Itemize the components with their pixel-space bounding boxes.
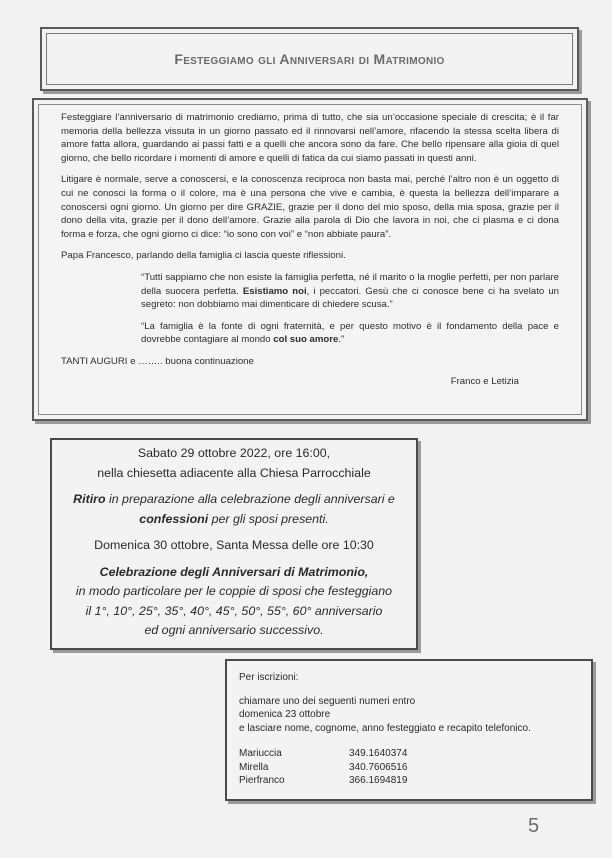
retreat-rest: in preparazione alla celebrazione degli anniversari e (105, 492, 395, 506)
event-date-line: Sabato 29 ottobre 2022, ore 16:00, (137, 446, 331, 460)
event-box (50, 438, 418, 650)
event-celebration-line (60, 563, 408, 583)
contact-line-2: domenica 23 ottobre (239, 709, 331, 720)
quote-2-part-c: .” (338, 334, 345, 346)
contact-row (239, 774, 579, 788)
paragraph-1: Festeggiare l’anniversario di matrimonio crediamo, prima di tutto, che sia un’occasione speciale di crescita; è il far memoria della bellezza vissuta in un giorno passato ed il rinnovarsi nell’amore, rifacendo la stessa scelta libera di amore fatta allora, guardando ai passi fatti e a quelli che ancora sono da fare. Che bello ripensare alla gioia di quel giorno, che bello ricordare i momenti di amore e quelli di fatica da cui siamo passati in questi anni. (61, 112, 559, 164)
contact-name: Mirella (239, 761, 269, 773)
event-successive-line (60, 621, 408, 641)
greeting: TANTI AUGURI e …….. buona continuazione (61, 355, 254, 367)
quote-1-part-c: , i peccatori. Gesù che ci conosce bene ci ha svelato un segreto: non dobbiamo mai dimenticare di chiedere scusa.” (141, 285, 559, 311)
confession-bold: confessioni (139, 511, 209, 526)
contact-phone: 366.1694819 (349, 775, 408, 786)
anniversaries-text: il 1°, 10°, 25°, 35°, 40°, 45°, 50°, 55°, 60° anniversario (85, 603, 383, 618)
quote-2 (141, 320, 559, 347)
contact-line-3: e lasciare nome, cognome, anno festeggiato e recapito telefonico. (239, 722, 531, 734)
paragraph-2: Litigare è normale, serve a conoscersi, e la conoscenza reciproca non basta mai, perché l’altro non è un oggetto di cui ne conosci la forma o il colore, ma è una persona che vive e cambia, è questa la bellezza dell’imparare a conoscersi ogni giorno. Un giorno per dire GRAZIE, grazie per il dono del mio sposo, della mia sposa, grazie per il dono della vita, grazie per il dono dell’amore. Grazie alla parola di Dio che lavora in noi, che ci plasma e ci dona forma e forza, che ogni giorno ci dice: “io sono con voi” e “non abbiate paura”. (61, 174, 559, 240)
couples-text: in modo particolare per le coppie di sposi che festeggiano (75, 584, 393, 598)
contact-row (239, 747, 579, 761)
contact-phone: 349.1640374 (349, 748, 408, 759)
contact-line-1: chiamare uno dei seguenti numeri entro (239, 695, 416, 707)
contact-name: Pierfranco (239, 775, 285, 786)
retreat-bold: Ritiro (73, 492, 106, 506)
event-confession-line (60, 510, 408, 530)
contact-heading: Per iscrizioni: (239, 672, 299, 683)
reflection-text (38, 104, 582, 415)
event-location-line: nella chiesetta adiacente alla Chiesa Parrocchiale (97, 465, 371, 480)
contact-name: Mariuccia (239, 748, 282, 759)
quote-1-part-a: “Tutti sappiamo che non esiste la famiglia perfetta, né il marito o la moglie perfetti, per non parlare della suocera perfetta. (141, 271, 559, 297)
event-mass-line: Domenica 30 ottobre, Santa Messa delle ore 10:30 (94, 538, 374, 552)
page-number: 5 (528, 815, 540, 837)
title-box (40, 27, 579, 91)
quote-1 (141, 271, 559, 312)
quote-2-bold: col suo amore (273, 334, 339, 346)
reflection-box (32, 98, 588, 421)
confession-rest: per gli sposi presenti. (208, 511, 329, 526)
event-anniversaries-line (60, 602, 408, 622)
signature: Franco e Letizia (450, 375, 519, 387)
contact-row (239, 761, 579, 775)
page-title: Festeggiamo gli Anniversari di Matrimonio (46, 33, 573, 85)
quote-1-bold: Esistiamo noi (242, 285, 307, 297)
contact-phone: 340.7606516 (349, 761, 408, 773)
celebration-bold: Celebrazione degli Anniversari di Matrimonio, (99, 564, 369, 579)
event-couples-line (60, 582, 408, 602)
paragraph-3: Papa Francesco, parlando della famiglia ci lascia queste riflessioni. (61, 250, 346, 262)
quote-2-part-a: “La famiglia è la fonte di ogni fraternità, e per questo motivo è il fondamento della pace e dovrebbe contagiare al mondo (141, 320, 559, 346)
event-retreat-line (60, 490, 408, 510)
successive-text: ed ogni anniversario successivo. (144, 623, 324, 637)
contact-box (225, 659, 593, 801)
